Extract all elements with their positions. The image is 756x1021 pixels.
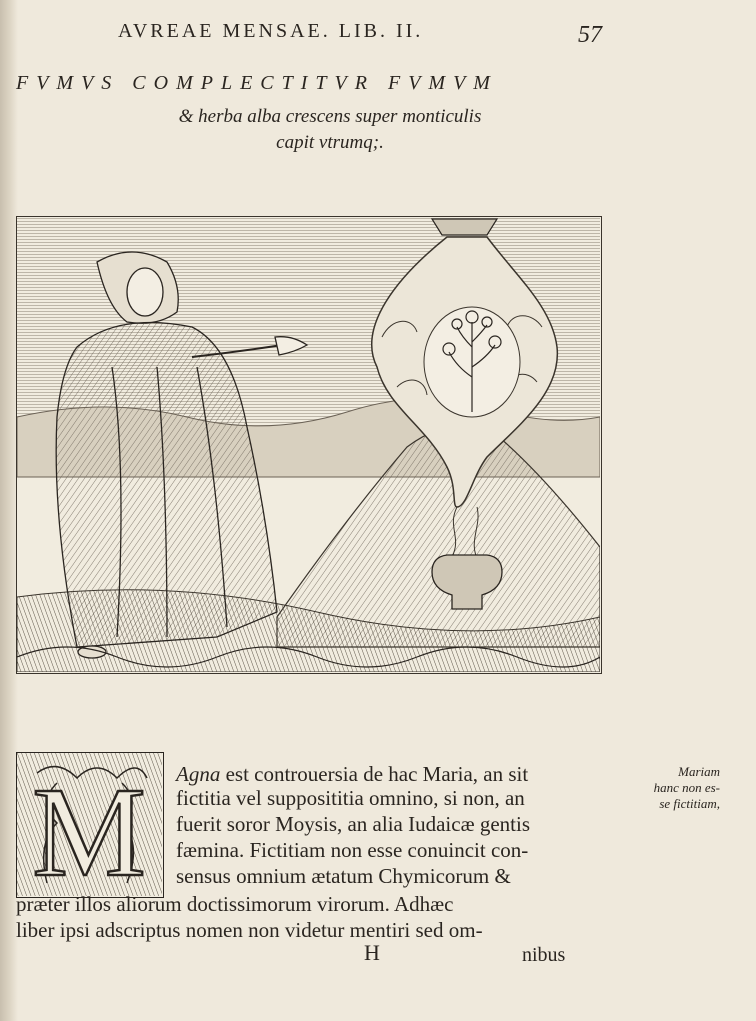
running-head: AVREAE MENSAE. LIB. II. bbox=[118, 20, 424, 42]
caption-line-1: & herba alba crescens super monticulis bbox=[178, 106, 482, 127]
text-line-3: fuerit soror Moysis, an alia Iudaicæ gentis bbox=[176, 812, 531, 836]
line-1-rest: est controuersia de hac Maria, an sit bbox=[220, 762, 529, 786]
sidenote-line-1: Mariam bbox=[678, 764, 720, 779]
text-line-6: præter illos aliorum doctissimorum virorum. Adhæc bbox=[16, 892, 454, 916]
signature-mark: H bbox=[364, 940, 380, 965]
catchword: nibus bbox=[522, 944, 566, 966]
sidenote-line-3: se fictitiam, bbox=[659, 796, 720, 811]
initial-letter: M bbox=[32, 761, 146, 896]
decorated-initial-m bbox=[16, 752, 164, 898]
engraving-plate bbox=[16, 216, 602, 674]
caption-line-2: capit vtrumq;. bbox=[276, 132, 384, 153]
plate-caption bbox=[120, 104, 540, 156]
plate-title: FVMVS COMPLECTITVR FVMVM bbox=[16, 72, 498, 94]
sidenote-line-2: hanc non es- bbox=[653, 780, 720, 795]
page-number: 57 bbox=[578, 22, 602, 48]
text-line-5: sensus omnium ætatum Chymicorum & bbox=[176, 864, 511, 888]
top-vessel bbox=[432, 219, 497, 235]
opening-word: Agna bbox=[176, 762, 221, 786]
marginal-note bbox=[620, 764, 720, 812]
text-line-2: fictitia vel supposititia omnino, si non, an bbox=[176, 786, 525, 810]
text-line-7: liber ipsi adscriptus nomen non videtur mentiri sed om- bbox=[16, 918, 483, 942]
text-line-4: fæmina. Fictitiam non esse conuincit con- bbox=[176, 838, 529, 862]
